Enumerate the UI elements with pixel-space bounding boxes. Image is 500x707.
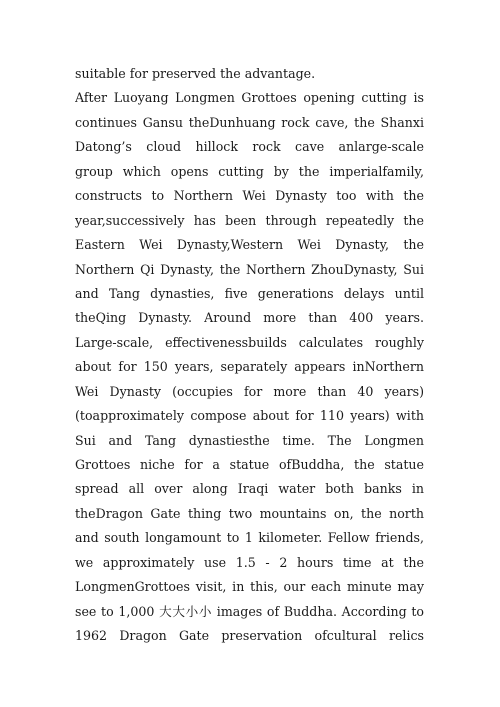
text-line: group which opens cutting by the imperialfamily, [75,163,424,179]
text-line: Wei Dynasty (occupies for more than 40 years) [75,383,424,399]
text-line: After Luoyang Longmen Grottoes opening cutting is [75,90,424,106]
text-line: constructs to Northern Wei Dynasty too with the [75,188,424,204]
text-line: spread all over along Iraqi water both banks in [75,481,424,497]
text-line: (toapproximately compose about for 110 years) with [75,408,424,424]
text-line: Northern Qi Dynasty, the Northern ZhouDynasty, Sui [75,261,424,277]
text-line: Grottoes niche for a statue ofBuddha, the statue [75,457,424,472]
text-line: and south longamount to 1 kilometer. Fellow friends, [75,530,424,546]
text-line: about for 150 years, separately appears inNorthern [75,359,424,375]
text-line: continues Gansu theDunhuang rock cave, the Shanxi [75,114,424,130]
text-line: theQing Dynasty. Around more than 400 years. [75,310,424,326]
text-line: Datong’s cloud hillock rock cave anlarge-scale [75,139,424,155]
text-line: Large-scale, effectivenessbuilds calculates roughly [75,334,424,350]
text-line: year,successively has been through repeatedly the [75,212,424,228]
text-line: see to 1,000 大大小小 images of Buddha. According to [75,603,424,619]
text-line: LongmenGrottoes visit, in this, our each minute may [75,579,424,595]
text-line: Sui and Tang dynastiesthe time. The Longmen [75,432,424,448]
text-line: theDragon Gate thing two mountains on, the north [75,505,424,521]
body-text [75,62,424,649]
text-line: suitable for preserved the advantage. [75,66,316,81]
text-line: and Tang dynasties, five generations delays until [75,285,424,301]
text-line: 1962 Dragon Gate preservation ofcultural relics [75,628,424,644]
text-line: Eastern Wei Dynasty,Western Wei Dynasty, the [75,237,424,253]
text-line: we approximately use 1.5 - 2 hours time at the [75,554,424,570]
